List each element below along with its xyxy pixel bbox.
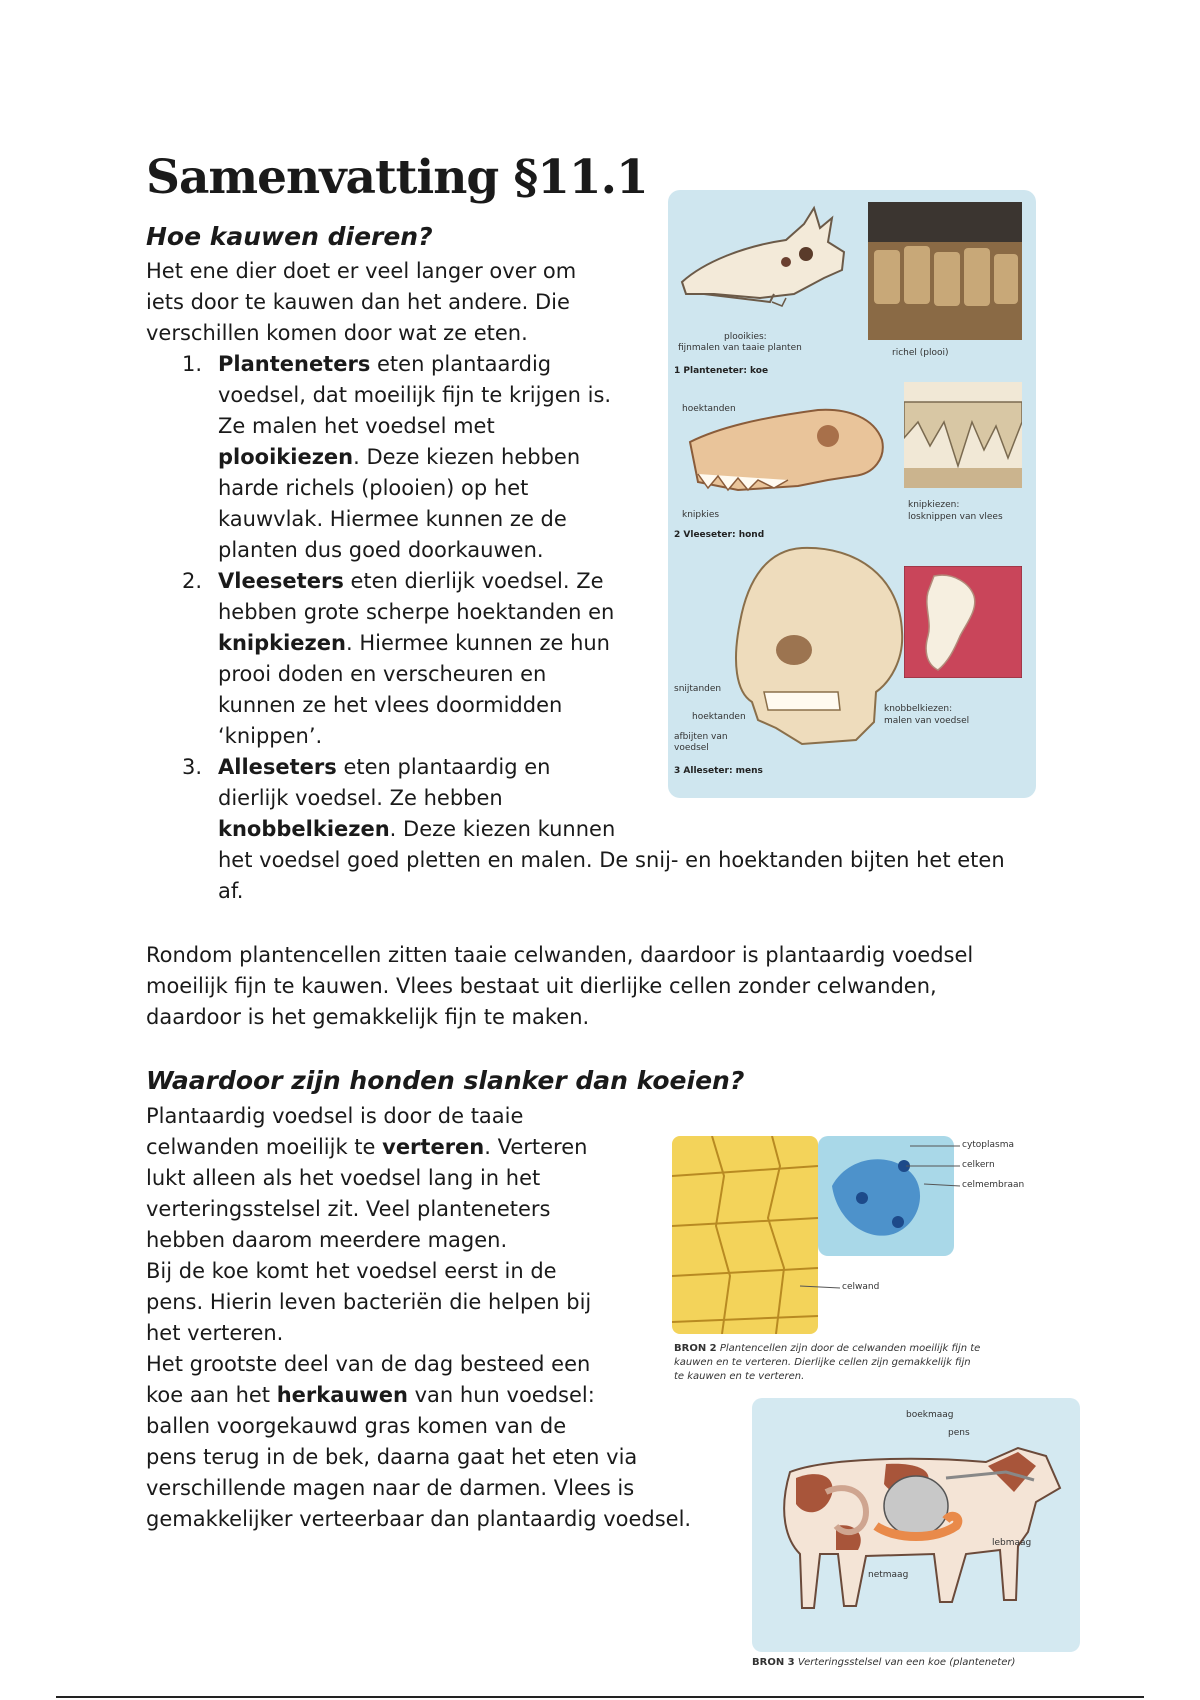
caption-bron3 (752, 1656, 1112, 1670)
cellwall-line: Rondom plantencellen zitten taaie celwanden, daardoor is plantaardig voedsel (146, 943, 974, 967)
digestion-line: verschillende magen naar de darmen. Vlees is (146, 1476, 635, 1500)
intro-line: verschillen komen door wat ze eten. (146, 321, 528, 345)
digestion-line: koe aan het herkauwen van hun voedsel: (146, 1383, 595, 1407)
list-item-line: hebben grote scherpe hoektanden en (218, 600, 615, 624)
list-number: 1. (182, 352, 203, 376)
cellwall-line: daardoor is het gemakkelijk fijn te maken. (146, 1005, 590, 1029)
dog-teeth-photo (904, 382, 1022, 488)
caption-bron2-text (674, 1343, 980, 1382)
list-item-line: Ze malen het voedsel met (218, 414, 495, 438)
section-heading-chewing: Hoe kauwen dieren? (146, 222, 433, 251)
list-item-line: planten dus goed doorkauwen. (218, 538, 544, 562)
cow-teeth-photo (868, 202, 1022, 340)
digestion-line: hebben daarom meerdere magen. (146, 1228, 508, 1252)
list-number: 2. (182, 569, 203, 593)
caption-vleeseter: 2 Vleeseter: hond (674, 530, 765, 540)
list-item-line: voedsel, dat moeilijk fijn te krijgen is. (218, 383, 612, 407)
digestion-line: het verteren. (146, 1321, 284, 1345)
cow-digestion-illustration (766, 1422, 1072, 1638)
intro-line: Het ene dier doet er veel langer over om (146, 259, 577, 283)
digestion-line: lukt alleen als het voedsel lang in het (146, 1166, 541, 1190)
human-skull-illustration (728, 542, 906, 748)
caption-alleseter: 3 Alleseter: mens (674, 766, 763, 776)
label-hoektanden-mens: hoektanden (692, 712, 746, 722)
list-item-line: knipkiezen. Hiermee kunnen ze hun (218, 631, 610, 655)
label-richel: richel (plooi) (892, 348, 949, 358)
list-number: 3. (182, 755, 203, 779)
label-plooikies-desc: fijnmalen van taaie planten (678, 343, 802, 353)
label-netmaag: netmaag (868, 1570, 909, 1580)
label-celkern: celkern (962, 1160, 995, 1170)
caption-bron2 (674, 1342, 1074, 1384)
caption-bron2-line: Plantencellen zijn door de celwanden moeilijk fijn te (719, 1343, 981, 1354)
list-item-line: Alleseters eten plantaardig en (218, 755, 551, 779)
list-item-line: prooi doden en verscheuren en (218, 662, 547, 686)
list-item-line: het voedsel goed pletten en malen. De snij- en hoektanden bijten het eten (218, 848, 1005, 872)
label-afbijten-desc: voedsel (674, 743, 709, 753)
cellwall-line: moeilijk fijn te kauwen. Vlees bestaat uit dierlijke cellen zonder celwanden, (146, 974, 937, 998)
list-item-line: af. (218, 879, 244, 903)
label-knobbelkiezen-desc: malen van voedsel (884, 716, 970, 726)
list-item-line: knobbelkiezen. Deze kiezen kunnen (218, 817, 616, 841)
label-cytoplasma: cytoplasma (962, 1140, 1015, 1150)
label-celmembraan: celmembraan (962, 1180, 1025, 1190)
label-knipkiezen: knipkiezen: (908, 500, 960, 510)
caption-bron2-src: BRON 2 (674, 1343, 717, 1354)
teeth-figure-panel (668, 190, 1036, 798)
label-knipkiezen-desc: losknippen van vlees (908, 512, 1003, 522)
caption-bron2-line: kauwen en te verteren. Dierlijke cellen zijn gemakkelijk fijn (674, 1357, 971, 1368)
cell-label-lines (790, 1136, 990, 1296)
list-item-line: kauwvlak. Hiermee kunnen ze de (218, 507, 567, 531)
label-afbijten: afbijten van (674, 732, 728, 742)
digestion-line: ballen voorgekauwd gras komen van de (146, 1414, 567, 1438)
list-item-line: Planteneters eten plantaardig (218, 352, 552, 376)
cow-digestion-panel (752, 1398, 1080, 1652)
caption-bron3-src: BRON 3 (752, 1657, 795, 1668)
digestion-line: pens. Hierin leven bacteriën die helpen bij (146, 1290, 592, 1314)
footer-rule (56, 1696, 1144, 1698)
label-hoektanden: hoektanden (682, 404, 736, 414)
digestion-line: celwanden moeilijk te verteren. Verteren (146, 1135, 588, 1159)
label-knobbelkiezen: knobbelkiezen: (884, 704, 953, 714)
page-title: Samenvatting §11.1 (146, 150, 648, 205)
section-heading-digestion: Waardoor zijn honden slanker dan koeien? (146, 1066, 745, 1095)
digestion-line: verteringsstelsel zit. Veel planteneters (146, 1197, 551, 1221)
caption-bron3-text: Verteringsstelsel van een koe (planteneter) (797, 1657, 1016, 1668)
label-snijtanden: snijtanden (674, 684, 722, 694)
label-pens: pens (948, 1428, 970, 1438)
list-item-line: ‘knippen’. (218, 724, 323, 748)
cow-skull-illustration (674, 198, 856, 326)
list-item-line: kunnen ze het vlees doormidden (218, 693, 563, 717)
list-item-line: dierlijk voedsel. Ze hebben (218, 786, 503, 810)
list-item-line: Vleeseters eten dierlijk voedsel. Ze (218, 569, 604, 593)
caption-bron2-line: te kauwen en te verteren. (674, 1371, 805, 1382)
label-boekmaag: boekmaag (906, 1410, 954, 1420)
label-plooikies: plooikies: (724, 332, 767, 342)
caption-planteneter: 1 Planteneter: koe (674, 366, 769, 376)
list-item-line: plooikiezen. Deze kiezen hebben (218, 445, 581, 469)
intro-line: iets door te kauwen dan het andere. Die (146, 290, 570, 314)
digestion-line: Het grootste deel van de dag besteed een (146, 1352, 591, 1376)
digestion-line: Bij de koe komt het voedsel eerst in de (146, 1259, 557, 1283)
list-item-line: harde richels (plooien) op het (218, 476, 529, 500)
label-celwand: celwand (842, 1282, 880, 1292)
label-lebmaag: lebmaag (992, 1538, 1032, 1548)
digestion-line: Plantaardig voedsel is door de taaie (146, 1104, 524, 1128)
human-teeth-photo (904, 566, 1022, 678)
dog-skull-illustration (678, 396, 888, 504)
label-knipkies: knipkies (682, 510, 720, 520)
digestion-line: gemakkelijker verteerbaar dan plantaardig voedsel. (146, 1507, 692, 1531)
digestion-line: pens terug in de bek, daarna gaat het eten via (146, 1445, 638, 1469)
